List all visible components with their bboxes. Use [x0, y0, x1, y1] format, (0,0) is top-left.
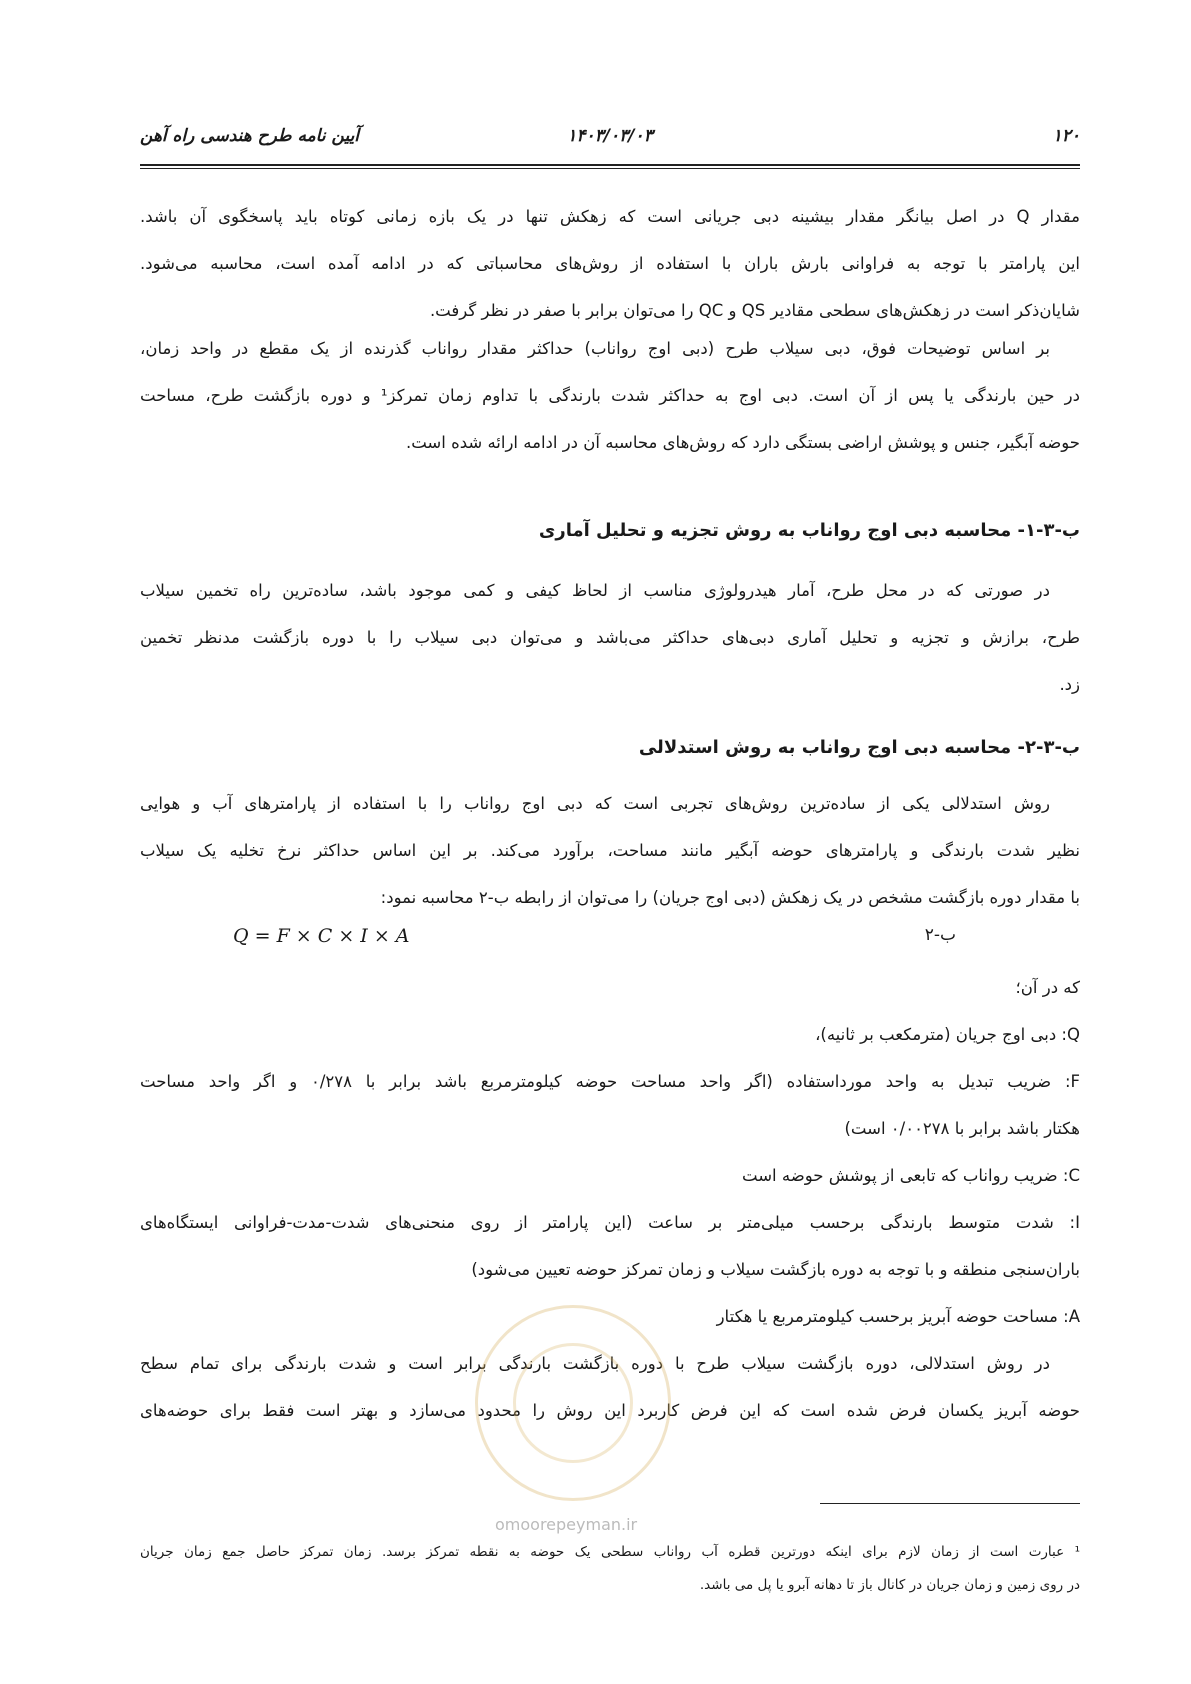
- text-line: در روش استدلالی، دوره بازگشت سیلاب طرح با دوره بازگشت بارندگی برابر است و شدت بارندگی برای تمام سطح: [140, 1354, 1050, 1373]
- def-q: Q: دبی اوج جریان (مترمکعب بر ثانیه)،: [815, 1025, 1080, 1044]
- header-title: آیین نامه طرح هندسی راه آهن: [140, 126, 360, 146]
- section-heading-rational: ب-۳-۲- محاسبه دبی اوج رواناب به روش استدلالی: [638, 737, 1080, 758]
- paragraph-design-flood: [140, 325, 1080, 466]
- section-heading-statistical: ب-۳-۱- محاسبه دبی اوج رواناب به روش تجزیه و تحلیل آماری: [538, 520, 1080, 541]
- footnote-line: ¹ عبارت است از زمان لازم برای اینکه دورترین قطره آب رواناب سطحی یک حوضه به نقطه تمرکز برسد. زمان تمرکز حاصل جمع زمان جریان: [140, 1544, 1080, 1560]
- footnote: [140, 1536, 1080, 1602]
- header-rule: [140, 164, 1080, 166]
- equation-number: ب-۲: [924, 925, 956, 945]
- page-header: [140, 126, 1080, 152]
- definitions-list: [140, 964, 1080, 1340]
- def-i: I: شدت متوسط بارندگی برحسب میلی‌متر بر ساعت (این پارامتر از روی منحنی‌های شدت-مدت-فراوانی ایستگاه‌های: [140, 1213, 1080, 1232]
- text-line: حوضه آبریز یکسان فرض شده است که این فرض کاربرد این روش را محدود می‌سازد و بهتر است فقط برای حوضه‌های: [140, 1401, 1080, 1420]
- def-f-cont: هکتار باشد برابر با ۰/۰۰۲۷۸ است): [844, 1119, 1080, 1138]
- rational-formula: Q = F × C × I × A: [233, 925, 410, 947]
- paragraph-rational: [140, 780, 1080, 921]
- text-line: در حین بارندگی یا پس از آن است. دبی اوج به حداکثر شدت بارندگی با تداوم زمان تمرکز¹ و دوره بازگشت طرح، مساحت: [140, 386, 1080, 405]
- text-line: حوضه آبگیر، جنس و پوشش اراضی بستگی دارد که روش‌های محاسبه آن در ادامه ارائه شده است.: [405, 433, 1080, 452]
- paragraph-statistical: [140, 567, 1080, 708]
- where-line: که در آن؛: [1015, 978, 1080, 997]
- text-line: نظیر شدت بارندگی و پارامترهای حوضه آبگیر مانند مساحت، برآورد می‌کند. بر این اساس حداکثر نرخ تخلیه یک سیلاب: [140, 841, 1080, 860]
- def-c: C: ضریب رواناب که تابعی از پوشش حوضه است: [742, 1166, 1080, 1185]
- page-number: ۱۲۰: [1052, 126, 1080, 146]
- text-line: زد.: [1059, 675, 1080, 694]
- text-line: طرح، برازش و تجزیه و تحلیل آماری دبی‌های حداکثر می‌باشد و می‌توان دبی سیلاب را با دوره بازگشت مدنظر تخمین: [140, 628, 1080, 647]
- def-i-cont: باران‌سنجی منطقه و با توجه به دوره بازگشت سیلاب و زمان تمرکز حوضه تعیین می‌شود): [471, 1260, 1080, 1279]
- text-line: با مقدار دوره بازگشت مشخص در یک زهکش (دبی اوج جریان) را می‌توان از رابطه ب-۲ محاسبه نمود:: [380, 888, 1080, 907]
- watermark-text: omoorepeyman.ir: [495, 1515, 638, 1534]
- def-a: A: مساحت حوضه آبریز برحسب کیلومترمربع یا هکتار: [716, 1307, 1080, 1326]
- text-line: این پارامتر با توجه به فراوانی بارش باران با استفاده از روش‌های محاسباتی که در ادامه آمده است، محاسبه می‌شود.: [140, 254, 1080, 273]
- def-f: F: ضریب تبدیل به واحد مورداستفاده (اگر واحد مساحت حوضه کیلومترمربع باشد برابر با ۰/۲۷۸ و اگر واحد مساحت: [140, 1072, 1080, 1091]
- header-rule-thin: [140, 168, 1080, 169]
- text-line: شایان‌ذکر است در زهکش‌های سطحی مقادیر QS و QC را می‌توان برابر با صفر در نظر گرفت.: [429, 301, 1080, 320]
- text-line: روش استدلالی یکی از ساده‌ترین روش‌های تجربی است که دبی اوج رواناب را با استفاده از پارامترهای آب و هوایی: [140, 794, 1050, 813]
- footnote-rule: [820, 1503, 1080, 1504]
- text-line: مقدار Q در اصل بیانگر مقدار بیشینه دبی جریانی است که زهکش تنها در یک بازه زمانی کوتاه باید پاسخگوی آن باشد.: [140, 207, 1080, 226]
- header-date: ۱۴۰۳/۰۳/۰۳: [567, 126, 653, 146]
- paragraph-q-definition: [140, 193, 1080, 334]
- text-line: در صورتی که در محل طرح، آمار هیدرولوژی مناسب از لحاظ کیفی و کمی موجود باشد، ساده‌ترین راه تخمین سیلاب: [140, 581, 1050, 600]
- text-line: بر اساس توضیحات فوق، دبی سیلاب طرح (دبی اوج رواناب) حداکثر مقدار رواناب گذرنده از یک مقطع در واحد زمان،: [140, 339, 1050, 358]
- watermark-seal: [475, 1305, 671, 1501]
- footnote-line: در روی زمین و زمان جریان در کانال باز تا دهانه آبرو یا پل می باشد.: [699, 1577, 1080, 1593]
